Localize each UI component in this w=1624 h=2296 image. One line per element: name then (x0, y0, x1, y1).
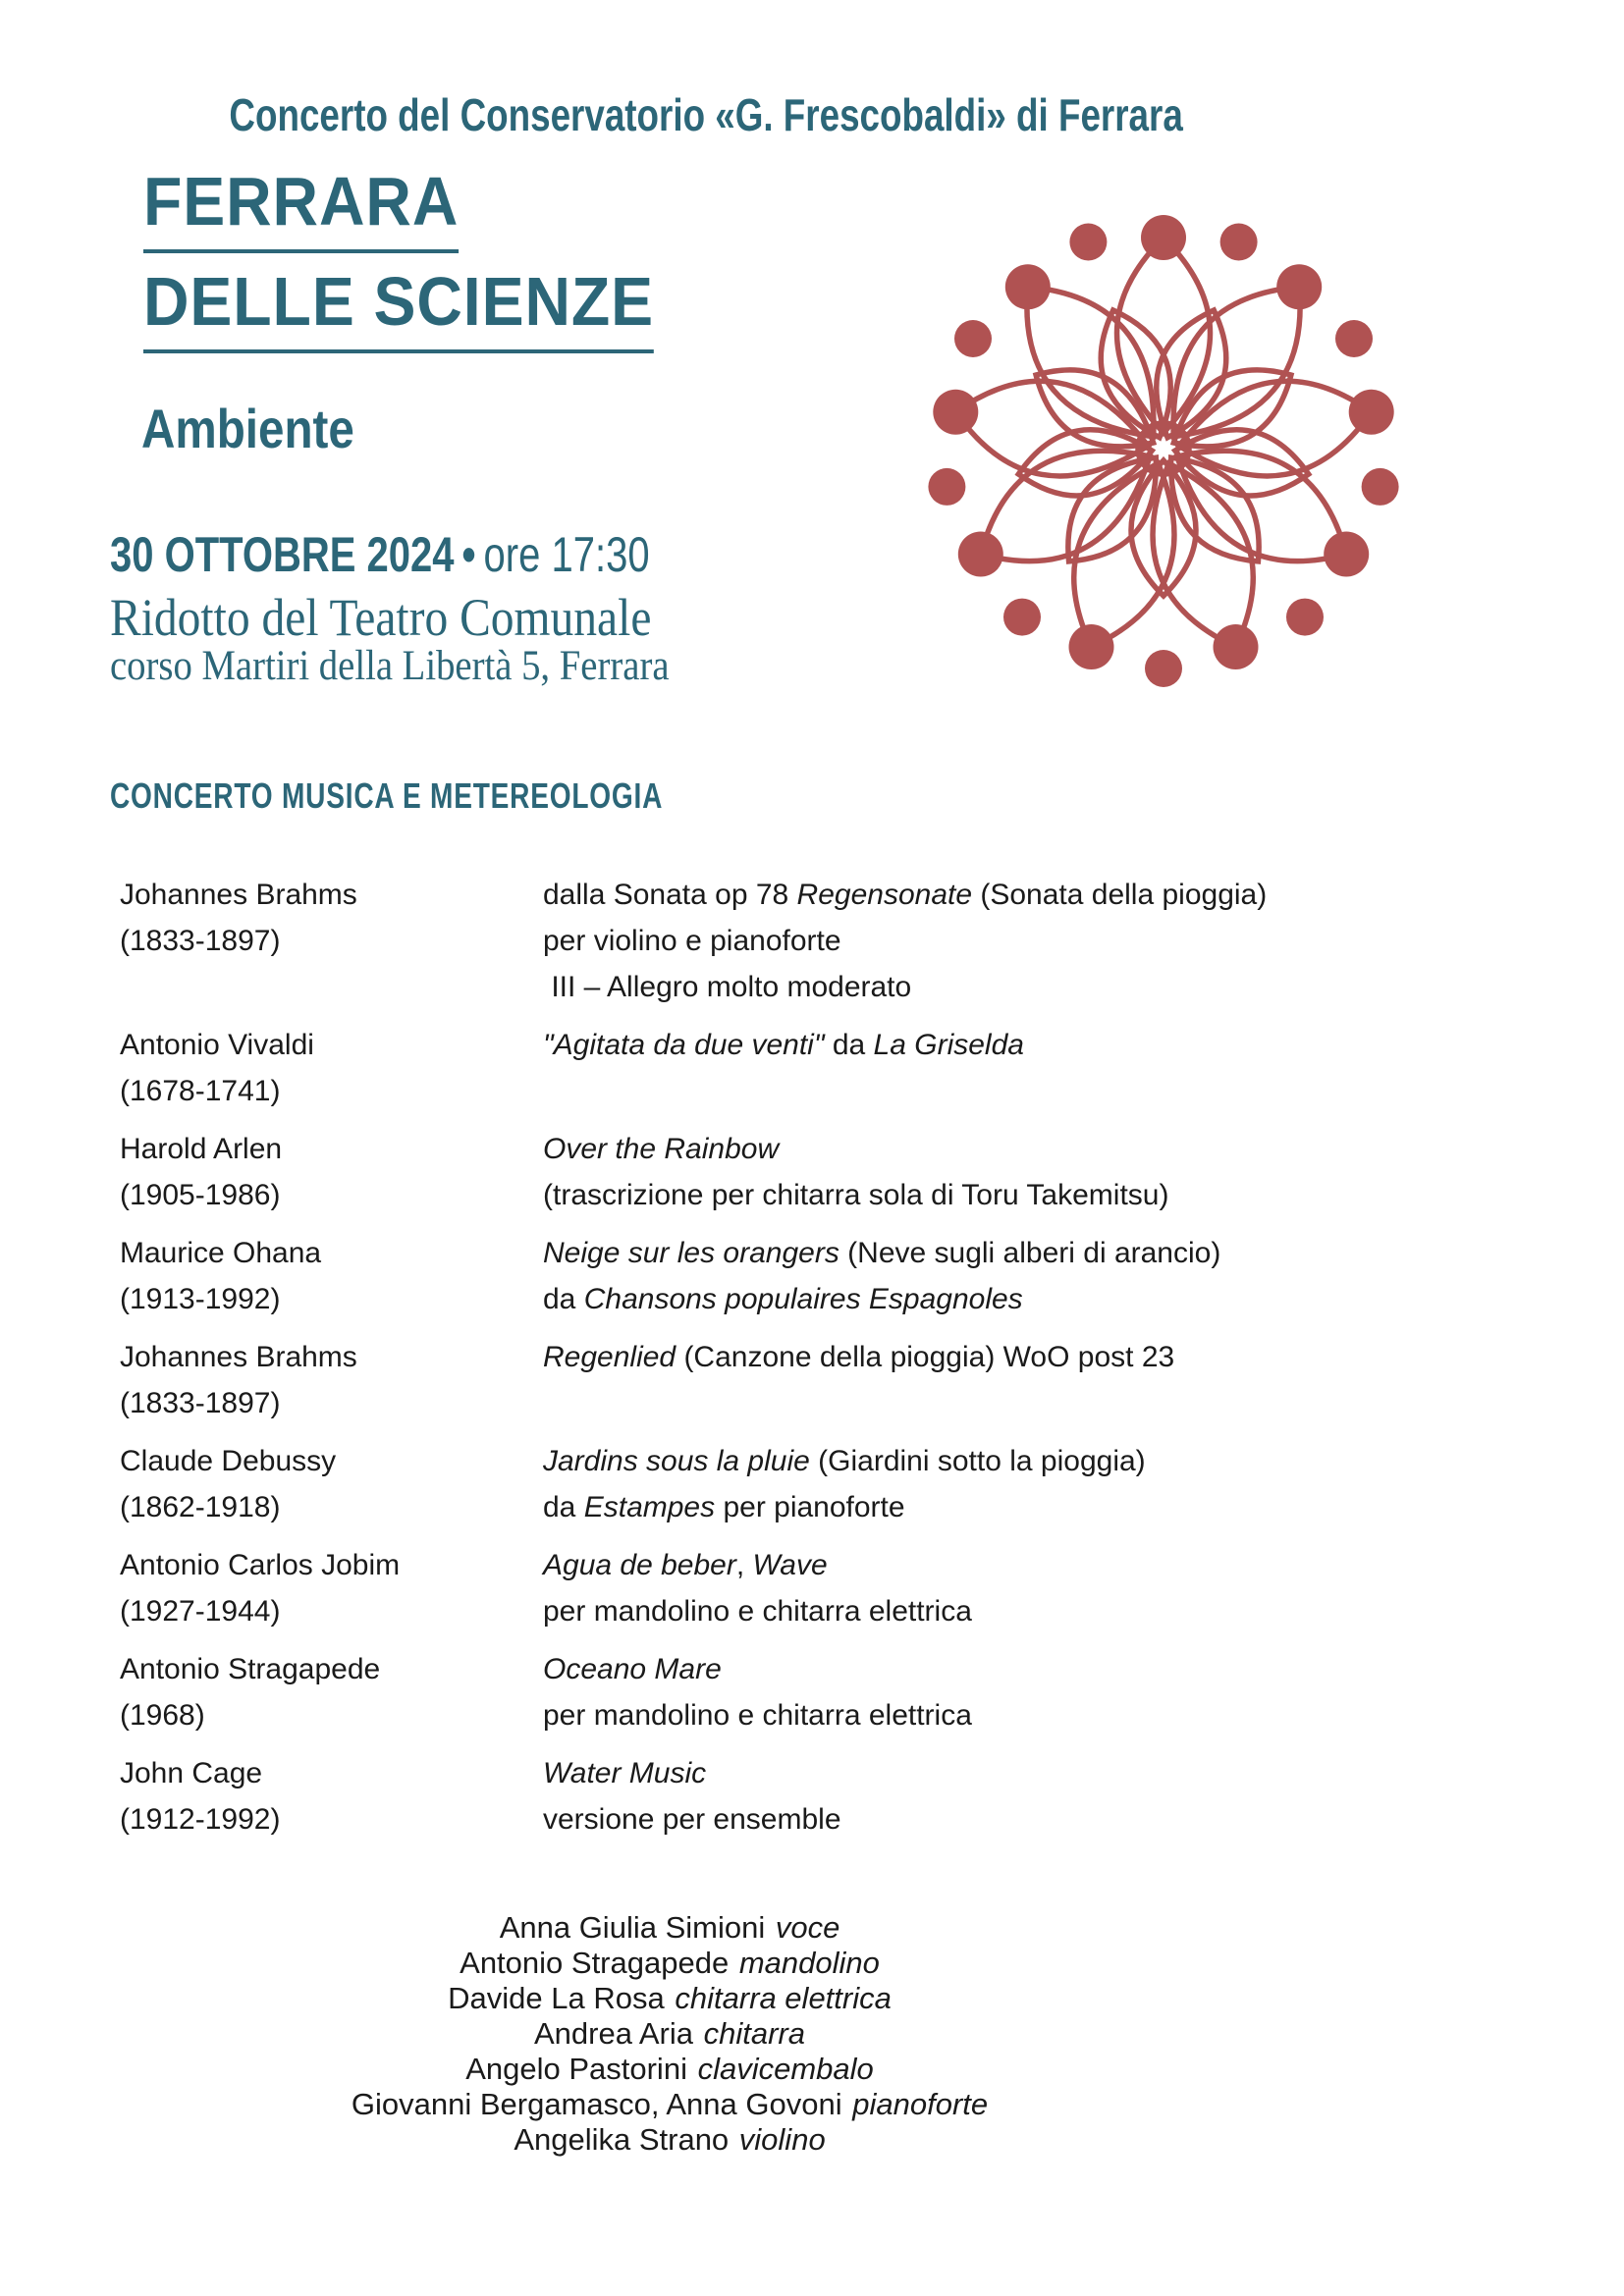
venue-address: corso Martiri della Libertà 5, Ferrara (110, 643, 670, 689)
petal-tip-dot (1214, 624, 1259, 669)
event-time: ore 17:30 (483, 527, 650, 582)
program-row (120, 1646, 1396, 1738)
piece-title-italic: Over the Rainbow (543, 1133, 780, 1165)
ring-dot (1335, 320, 1373, 357)
ring-dot (1145, 650, 1182, 687)
performer-name: Angelika Strano (514, 2122, 737, 2157)
petal-tip-dot (1005, 264, 1051, 309)
piece-title-italic: La Griselda (873, 1029, 1024, 1061)
title-line-2: DELLE SCIENZE (143, 267, 654, 353)
title-line-1: FERRARA (143, 167, 459, 253)
piece-text: (Giardini sotto la pioggia) (809, 1445, 1146, 1477)
piece-text: dalla Sonata op 78 (543, 879, 797, 911)
performer-name: Antonio Stragapede (460, 1946, 737, 1980)
performers-list (110, 1910, 1229, 2158)
composer-dates: (1833-1897) (120, 1387, 281, 1419)
composer-col (120, 872, 543, 1010)
performer-line (110, 1946, 1229, 1981)
piece-text: III – Allegro molto moderato (543, 971, 912, 1003)
piece-title-italic: Chansons populaires Espagnoles (583, 1283, 1023, 1315)
piece-line (543, 1022, 1396, 1068)
composer-col (120, 1438, 543, 1530)
pieces-col (543, 1334, 1396, 1426)
piece-line (543, 1276, 1396, 1322)
petal-tip-dot (1069, 624, 1114, 669)
ring-dot (1362, 468, 1399, 506)
piece-title-italic: Regenlied (543, 1341, 677, 1373)
program-list (120, 872, 1396, 1854)
performer-instrument: chitarra (703, 2016, 805, 2051)
petal-tip-dot (958, 532, 1003, 577)
piece-line (543, 1230, 1396, 1276)
piece-line (543, 1126, 1396, 1172)
piece-line (543, 1334, 1396, 1380)
piece-text: (Canzone della pioggia) WoO post 23 (676, 1341, 1175, 1373)
pieces-col (543, 1230, 1396, 1322)
event-title (143, 163, 698, 367)
pieces-col (543, 1646, 1396, 1738)
composer-name: Antonio Stragapede (120, 1653, 381, 1685)
performer-name: Andrea Aria (534, 2016, 702, 2051)
performer-line (110, 2087, 1229, 2122)
pieces-col (543, 872, 1396, 1010)
composer-col (120, 1542, 543, 1634)
performer-instrument: pianoforte (852, 2087, 989, 2121)
event-date: 30 OTTOBRE 2024 (110, 527, 455, 582)
performer-instrument: chitarra elettrica (675, 1981, 892, 2015)
event-subtitle: Ambiente (141, 398, 354, 459)
piece-line (543, 918, 1396, 964)
piece-line (543, 872, 1396, 918)
pieces-col (543, 1542, 1396, 1634)
composer-dates: (1833-1897) (120, 925, 281, 957)
piece-title-italic: Water Music (543, 1757, 707, 1789)
composer-col (120, 1334, 543, 1426)
performer-line (110, 2052, 1229, 2087)
composer-dates: (1927-1944) (120, 1595, 281, 1628)
petal-tip-dot (1141, 215, 1186, 260)
program-row (120, 1438, 1396, 1530)
kicker-text: Concerto del Conservatorio «G. Frescobaldi» di Ferrara (229, 89, 1183, 140)
piece-text: da (824, 1029, 874, 1061)
piece-line (543, 1438, 1396, 1484)
pieces-col (543, 1126, 1396, 1218)
piece-line (543, 1750, 1396, 1796)
bullet-separator: • (461, 527, 476, 582)
composer-name: John Cage (120, 1757, 263, 1789)
ring-dot (1069, 224, 1107, 261)
piece-line (543, 1692, 1396, 1738)
performer-line (110, 1981, 1229, 2016)
piece-text: (Neve sugli alberi di arancio) (839, 1237, 1221, 1269)
piece-title-italic: Regensonate (796, 879, 973, 911)
piece-line (543, 1588, 1396, 1634)
program-row (120, 1542, 1396, 1634)
petal-tip-dot (1276, 264, 1322, 309)
piece-title-italic: Oceano Mare (543, 1653, 722, 1685)
ring-dot (1220, 224, 1258, 261)
ring-dot (1286, 599, 1324, 636)
piece-title-italic: Jardins sous la pluie (543, 1445, 810, 1477)
piece-text: per violino e pianoforte (543, 925, 841, 957)
composer-name: Johannes Brahms (120, 879, 357, 911)
piece-title-italic: Wave (752, 1549, 828, 1581)
composer-dates: (1968) (120, 1699, 205, 1732)
program-heading: CONCERTO MUSICA E METEREOLOGIA (110, 775, 664, 816)
composer-name: Claude Debussy (120, 1445, 337, 1477)
event-datetime (110, 526, 650, 583)
piece-text: , (735, 1549, 753, 1581)
composer-name: Johannes Brahms (120, 1341, 357, 1373)
composer-col (120, 1646, 543, 1738)
composer-col (120, 1126, 543, 1218)
composer-dates: (1912-1992) (120, 1803, 281, 1836)
ring-dot (954, 320, 992, 357)
pieces-col (543, 1750, 1396, 1842)
program-row (120, 1334, 1396, 1426)
composer-name: Maurice Ohana (120, 1237, 322, 1269)
performer-line (110, 2016, 1229, 2052)
composer-col (120, 1750, 543, 1842)
flower-svg (908, 193, 1419, 704)
composer-name: Harold Arlen (120, 1133, 283, 1165)
performer-name: Giovanni Bergamasco, Anna Govoni (351, 2087, 851, 2121)
performer-instrument: voce (775, 1910, 840, 1945)
piece-title-italic: Neige sur les orangers (543, 1237, 839, 1269)
ring-dot (928, 468, 965, 506)
piece-line (543, 964, 1396, 1010)
piece-title-italic: Estampes (583, 1491, 716, 1523)
performer-line (110, 2122, 1229, 2158)
composer-name: Antonio Carlos Jobim (120, 1549, 401, 1581)
pieces-col (543, 1022, 1396, 1114)
performer-instrument: violino (738, 2122, 826, 2157)
piece-line (543, 1796, 1396, 1842)
composer-name: Antonio Vivaldi (120, 1029, 314, 1061)
venue-name: Ridotto del Teatro Comunale (110, 588, 652, 647)
piece-title-italic: Agua de beber (543, 1549, 736, 1581)
petal-tip-dot (933, 390, 978, 435)
performer-instrument: clavicembalo (697, 2052, 874, 2086)
composer-dates: (1905-1986) (120, 1179, 281, 1211)
performer-instrument: mandolino (738, 1946, 880, 1980)
piece-text: per mandolino e chitarra elettrica (543, 1595, 972, 1628)
program-row (120, 1126, 1396, 1218)
piece-text: (trascrizione per chitarra sola di Toru Takemitsu) (543, 1179, 1169, 1211)
composer-col (120, 1230, 543, 1322)
piece-text: per pianoforte (715, 1491, 905, 1523)
performer-name: Anna Giulia Simioni (499, 1910, 774, 1945)
piece-text: da (543, 1283, 584, 1315)
composer-dates: (1678-1741) (120, 1075, 281, 1107)
program-row (120, 1022, 1396, 1114)
program-row (120, 872, 1396, 1010)
composer-dates: (1913-1992) (120, 1283, 281, 1315)
flower-logo (908, 193, 1419, 704)
petal-tip-dot (1349, 390, 1394, 435)
performer-line (110, 1910, 1229, 1946)
piece-line (543, 1484, 1396, 1530)
piece-text: da (543, 1491, 584, 1523)
pieces-col (543, 1438, 1396, 1530)
piece-title-italic: "Agitata da due venti" (543, 1029, 825, 1061)
piece-text: (Sonata della pioggia) (972, 879, 1268, 911)
program-row (120, 1230, 1396, 1322)
composer-col (120, 1022, 543, 1114)
performer-name: Davide La Rosa (448, 1981, 674, 2015)
piece-line (543, 1172, 1396, 1218)
composer-dates: (1862-1918) (120, 1491, 281, 1523)
piece-text: versione per ensemble (543, 1803, 841, 1836)
ring-dot (1003, 599, 1041, 636)
piece-text: per mandolino e chitarra elettrica (543, 1699, 972, 1732)
piece-line (543, 1542, 1396, 1588)
piece-line (543, 1646, 1396, 1692)
performer-name: Angelo Pastorini (465, 2052, 696, 2086)
program-row (120, 1750, 1396, 1842)
petal-tip-dot (1324, 532, 1369, 577)
